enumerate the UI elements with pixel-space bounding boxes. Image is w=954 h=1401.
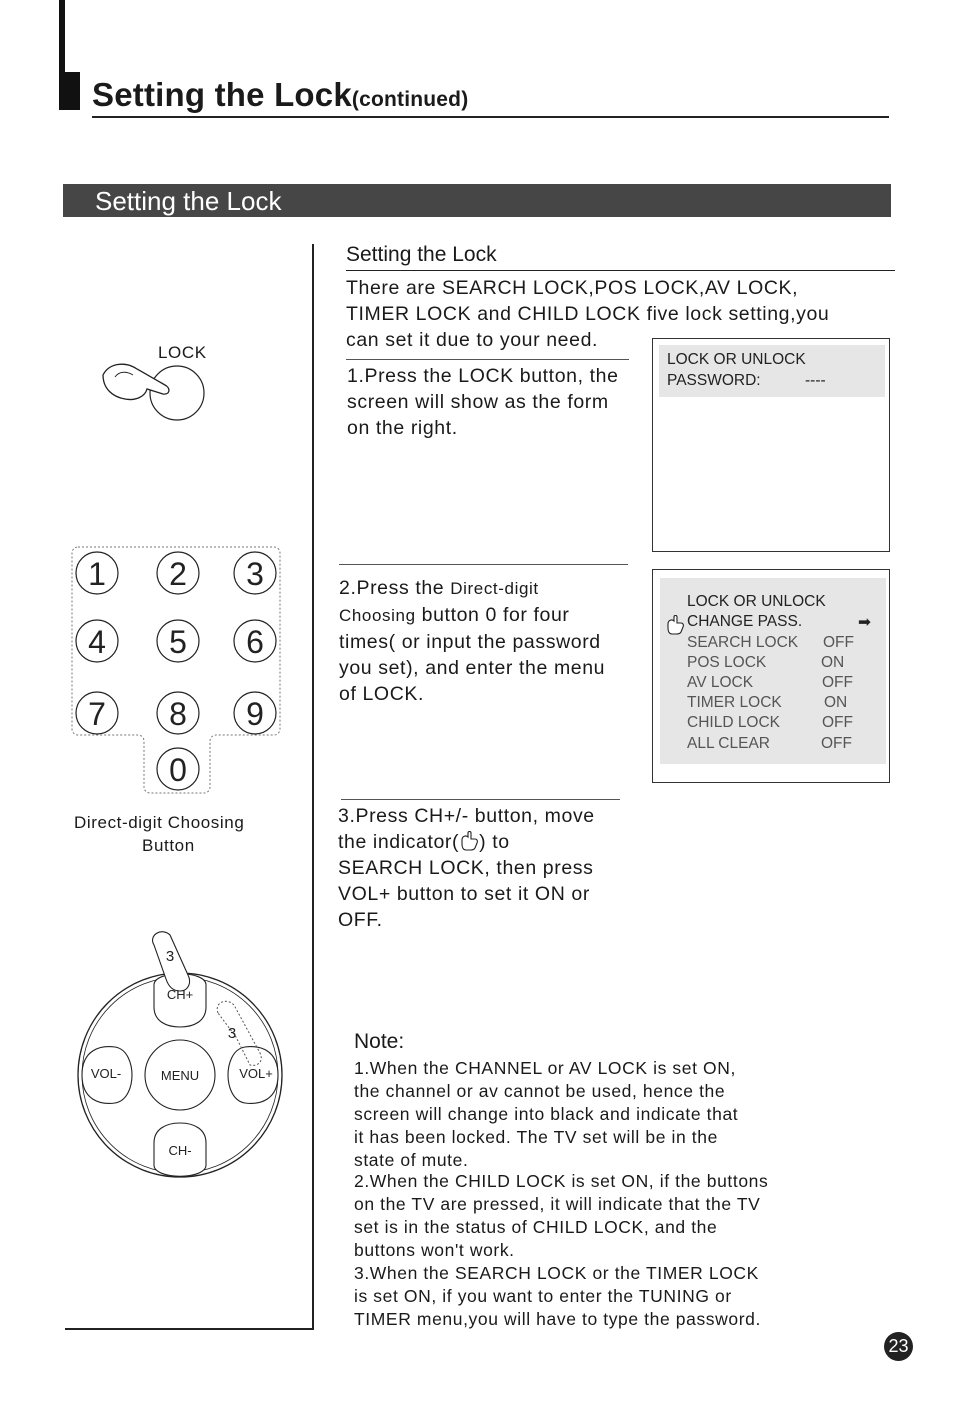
tv-screen-lock-menu [652, 569, 890, 783]
step3-line2-post: ) to [479, 831, 510, 853]
arrow-right-icon: ➡ [858, 614, 871, 631]
hand-indicator-icon [665, 615, 685, 635]
digit-9: 9 [246, 696, 264, 732]
menu-value-all-clear: OFF [821, 735, 852, 752]
lock-button-illustration [95, 355, 215, 425]
subsection-rule [346, 270, 895, 271]
step2-rule [339, 564, 628, 565]
vol-plus-label: VOL+ [239, 1066, 273, 1081]
note-title: Note: [354, 1030, 405, 1053]
page-number: 23 [884, 1332, 913, 1361]
page-title [92, 76, 468, 114]
digit-caption-2: Button [142, 836, 195, 855]
note-line: 3.When the SEARCH LOCK or the TIMER LOCK [354, 1263, 759, 1283]
note-line: buttons won't work. [354, 1240, 515, 1260]
menu-value-pos-lock: ON [821, 654, 845, 671]
step2-line: times( or input the password [339, 631, 601, 653]
step1-rule [346, 359, 629, 360]
step2-line: of LOCK. [339, 683, 424, 705]
menu-value-timer-lock: ON [824, 694, 848, 711]
step3-line2-pre: the indicator( [338, 831, 460, 853]
menu-item-all-clear: ALL CLEAR [687, 735, 770, 752]
menu-label: MENU [160, 1068, 200, 1083]
tv-screen-password [652, 338, 890, 552]
column-divider [312, 244, 314, 1330]
note-line: set is in the status of CHILD LOCK, and the [354, 1217, 718, 1237]
menu-value-child-lock: OFF [822, 714, 853, 731]
lock-label: LOCK [158, 343, 207, 362]
step1-line: 1.Press the LOCK button, the [347, 365, 619, 387]
note-body [354, 1057, 768, 1331]
ch-minus-label: CH- [168, 1143, 192, 1158]
section-title: Setting the Lock [95, 186, 282, 216]
step2-line: button 0 for four [415, 604, 570, 626]
digit-caption-1: Direct-digit Choosing [74, 813, 245, 832]
password-value: ---- [805, 372, 826, 389]
bottom-rule [65, 1328, 314, 1330]
note-line: on the TV are pressed, it will indicate that the TV [354, 1194, 761, 1214]
step3-line: OFF. [338, 909, 383, 931]
vol-minus-label: VOL- [90, 1066, 122, 1081]
step3-line: 3.Press CH+/- button, move [338, 805, 595, 827]
step3-line: SEARCH LOCK, then press [338, 857, 594, 879]
ch-plus-label: CH+ [166, 987, 194, 1002]
note-line: state of mute. [354, 1150, 469, 1170]
menu-item-pos-lock: POS LOCK [687, 654, 767, 671]
step2-lead: 2.Press the [339, 577, 451, 599]
number-pad-illustration [70, 543, 285, 795]
note-line: is set ON, if you want to enter the TUNING or [354, 1286, 732, 1306]
title-rule [92, 116, 889, 118]
step-marker-right: 3 [227, 1025, 237, 1042]
step1-line: on the right. [347, 417, 458, 439]
digit-2: 2 [169, 556, 187, 592]
menu-value-search-lock: OFF [823, 634, 854, 651]
page-title-suffix: (continued) [351, 88, 469, 111]
step3-line: VOL+ button to set it ON or [338, 883, 590, 905]
step-marker-up: 3 [165, 948, 175, 965]
menu-item-change-pass: CHANGE PASS. [687, 613, 803, 630]
note-line: the channel or av cannot be used, hence the [354, 1081, 726, 1101]
intro-line: There are SEARCH LOCK,POS LOCK,AV LOCK, [346, 277, 799, 299]
step2-small-a: Direct-digit [450, 579, 539, 598]
menu-item-av-lock: AV LOCK [687, 674, 754, 691]
step1-line: screen will show as the form [347, 391, 609, 413]
password-panel [659, 345, 885, 397]
note-line: screen will change into black and indicate that [354, 1104, 739, 1124]
page-title-text: Setting the Lock [92, 76, 352, 113]
intro-line: TIMER LOCK and CHILD LOCK five lock setting,you [346, 303, 830, 325]
intro-line: can set it due to your need. [346, 329, 599, 351]
section-bar [63, 184, 891, 217]
note-line: TIMER menu,you will have to type the password. [354, 1309, 761, 1329]
navigation-pad-illustration [70, 925, 292, 1185]
menu-item-child-lock: CHILD LOCK [687, 714, 781, 731]
hand-indicator-icon [459, 831, 479, 851]
step2-small-b: Choosing [339, 606, 416, 625]
digit-5: 5 [169, 624, 187, 660]
lock-menu-title: LOCK OR UNLOCK [687, 593, 826, 610]
step3-text [338, 803, 595, 933]
menu-item-search-lock: SEARCH LOCK [687, 634, 799, 651]
step2-line: you set), and enter the menu [339, 657, 606, 679]
digit-8: 8 [169, 696, 187, 732]
digit-0: 0 [169, 752, 187, 788]
menu-item-timer-lock: TIMER LOCK [687, 694, 782, 711]
digit-6: 6 [246, 624, 264, 660]
subsection-title: Setting the Lock [346, 243, 497, 266]
digit-4: 4 [88, 624, 106, 660]
header-block [59, 72, 80, 110]
lock-menu-panel [660, 578, 886, 764]
password-label: PASSWORD: [667, 372, 761, 389]
step3-rule [341, 799, 620, 800]
note-line: 1.When the CHANNEL or AV LOCK is set ON, [354, 1058, 736, 1078]
note-line: it has been locked. The TV set will be in the [354, 1127, 718, 1147]
step1-text [347, 363, 619, 441]
step2-text [339, 575, 605, 707]
digit-1: 1 [88, 556, 106, 592]
screen1-title: LOCK OR UNLOCK [667, 351, 806, 368]
digit-3: 3 [246, 556, 264, 592]
menu-value-av-lock: OFF [822, 674, 853, 691]
digit-7: 7 [88, 696, 106, 732]
note-line: 2.When the CHILD LOCK is set ON, if the buttons [354, 1171, 769, 1191]
